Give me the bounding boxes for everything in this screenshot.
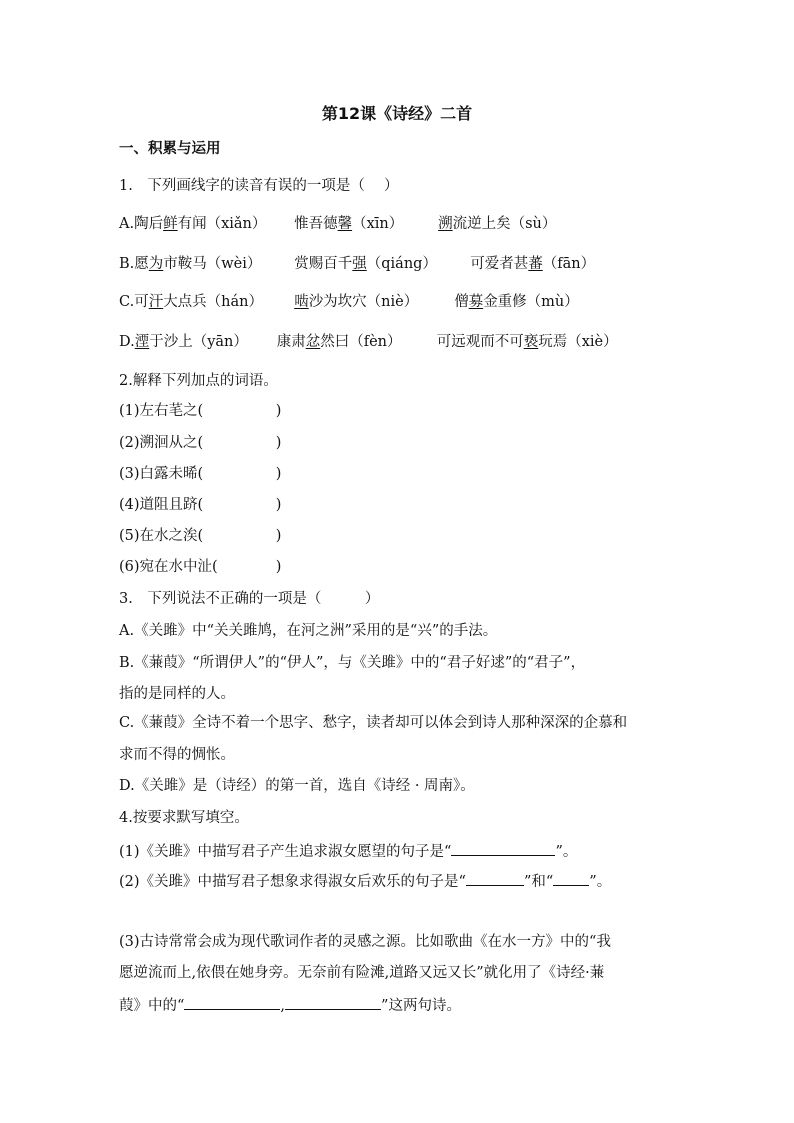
option-item: 可远观而不可亵玩焉（xiè）	[436, 334, 618, 350]
answer-blank[interactable]	[451, 840, 555, 856]
q1-option-c	[119, 292, 579, 312]
option-label: C.	[119, 294, 135, 310]
q1-option-b	[119, 254, 595, 274]
q2-item: (1)左右芼之( )	[119, 403, 282, 419]
q3-option-b: B.《蒹葭》“所谓伊人”的“伊人”，与《关雎》中的“君子好逑”的“君子”，	[119, 655, 586, 671]
answer-blank[interactable]	[285, 994, 381, 1010]
option-item: 愿为市鞍马（wèi）	[134, 256, 262, 272]
q4-part1	[119, 840, 577, 862]
q2-item: (2)溯洄从之( )	[119, 435, 282, 451]
q1-option-d	[119, 332, 618, 352]
option-item: 赏赐百千强（qiáng）	[294, 256, 437, 272]
q2-item: (3)白露未晞( )	[119, 466, 282, 482]
q2-item: (4)道阻且跻( )	[119, 497, 282, 513]
option-item: 僧募金重修（mù）	[454, 294, 579, 310]
q4-part3-comma: ,	[280, 998, 286, 1014]
q4-part1-text: (1)《关雎》中描写君子产生追求淑女愿望的句子是“	[119, 844, 452, 860]
q4-part2	[119, 870, 611, 892]
section-heading: 一、积累与运用	[119, 141, 221, 157]
answer-blank[interactable]	[466, 870, 524, 886]
q2-item: (6)宛在水中沚( )	[119, 559, 282, 575]
q4-part2-text: (2)《关雎》中描写君子想象求得淑女后欢乐的句子是“	[119, 874, 466, 890]
option-item: 溯流逆上矣（sù）	[438, 216, 557, 232]
option-item: 康肃忿然曰（fèn）	[276, 334, 402, 350]
page-title: 第12课《诗经》二首	[321, 104, 473, 123]
q3-stem: 3. 下列说法不正确的一项是（ ）	[119, 591, 380, 607]
option-item: 可汗大点兵（hán）	[134, 294, 264, 310]
q4-stem: 4.按要求默写填空。	[119, 810, 249, 826]
q1-stem: 1. 下列画线字的读音有误的一项是（ ）	[119, 178, 399, 194]
option-item: 惟吾德馨（xīn）	[294, 216, 404, 232]
option-label: B.	[119, 256, 135, 272]
q4-part2-mid: ”和“	[523, 874, 554, 890]
q4-part3-line3	[119, 994, 461, 1016]
option-label: D.	[119, 334, 135, 350]
q1-option-a	[119, 214, 556, 234]
q4-part3-line2: 愿逆流而上,依偎在她身旁。无奈前有险滩,道路又远又长”就化用了《诗经·蒹	[119, 965, 605, 981]
q4-part3-line1: (3)古诗常常会成为现代歌词作者的灵感之源。比如歌曲《在水一方》中的“我	[119, 934, 611, 950]
option-item: 湮于沙上（yān）	[134, 334, 248, 350]
q4-part2-end: ”。	[589, 874, 612, 890]
option-item: 陶后鲜有闻（xiǎn）	[134, 216, 267, 232]
answer-blank[interactable]	[184, 994, 280, 1010]
q3-option-b-cont: 指的是同样的人。	[119, 686, 235, 702]
q3-option-d: D.《关雎》是（诗经）的第一首，选自《诗经 · 周南》。	[119, 778, 475, 794]
q2-stem: 2.解释下列加点的词语。	[119, 373, 278, 389]
option-item: 啮沙为坎穴（niè）	[294, 294, 419, 310]
option-item: 可爱者甚蕃（fān）	[470, 256, 596, 272]
q3-option-c: C.《蒹葭》全诗不着一个思字、愁字，读者却可以体会到诗人那种深深的企慕和	[119, 715, 628, 731]
q3-option-c-cont: 求而不得的惆怅。	[119, 747, 235, 763]
option-label: A.	[119, 216, 135, 232]
q2-item: (5)在水之涘( )	[119, 528, 282, 544]
q4-part3-end: ”这两句诗。	[381, 998, 461, 1014]
q3-option-a: A.《关雎》中“关关雎鸠，在河之洲”采用的是“兴”的手法。	[119, 623, 498, 639]
q4-part3-text: 葭》中的“	[119, 998, 185, 1014]
answer-blank[interactable]	[553, 870, 589, 886]
q4-part1-end: ”。	[555, 844, 578, 860]
